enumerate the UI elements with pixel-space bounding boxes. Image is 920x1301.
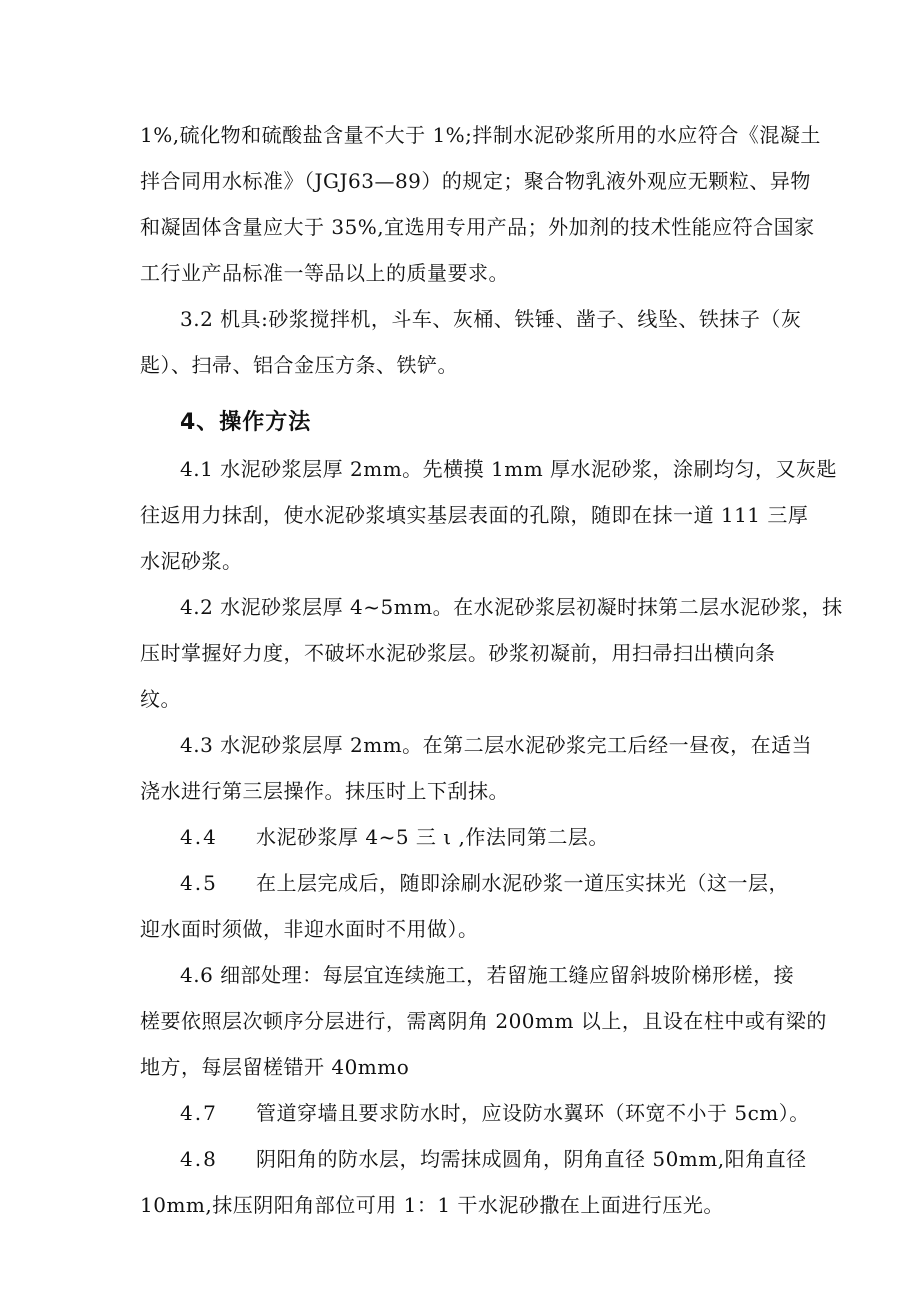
section-heading-4: 4、操作方法 <box>180 410 312 435</box>
section-4-6-line-2: 槎要依照层次顿序分层进行，需离阴角 200mm 以上，且设在柱中或有梁的 <box>140 1009 827 1033</box>
intro-line-1: 1%,硫化物和硫酸盐含量不大于 1%;拌制水泥砂浆所用的水应符合《混凝土 <box>140 123 821 147</box>
section-4-1-line-2: 往返用力抹刮，使水泥砂浆填实基层表面的孔隙，随即在抹一道 111 三厚 <box>140 503 809 527</box>
section-4-8-line-2: 10mm,抹压阴阳角部位可用 1：1 干水泥砂撒在上面进行压光。 <box>140 1193 724 1217</box>
section-3-2-line-2: 匙）、扫帚、铝合金压方条、铁铲。 <box>140 353 458 377</box>
intro-line-2: 拌合同用水标准》（JGJ63—89）的规定；聚合物乳液外观应无颗粒、异物 <box>140 169 811 193</box>
section-4-1-line-3: 水泥砂浆。 <box>140 549 243 573</box>
section-3-2-line-1: 3.2 机具:砂浆搅拌机，斗车、灰桶、铁锤、凿子、线坠、铁抹子（灰 <box>180 307 802 331</box>
section-4-8-number: 4.8 <box>180 1147 218 1171</box>
section-4-6-line-3: 地方，每层留槎错开 40mmo <box>140 1055 410 1079</box>
section-4-1-line-1: 4.1 水泥砂浆层厚 2mm。先横摸 1mm 厚水泥砂浆，涂刷均匀，又灰匙 <box>180 457 838 481</box>
section-4-4-text: 水泥砂浆厚 4~5 三 ι ,作法同第二层。 <box>256 825 609 849</box>
section-4-7 <box>180 1090 810 1136</box>
intro-line-3: 和凝固体含量应大于 35%,宜选用专用产品；外加剂的技术性能应符合国家 <box>140 215 815 239</box>
section-4-3-line-2: 浇水进行第三层操作。抹压时上下刮抹。 <box>140 779 509 803</box>
section-4-5-number: 4.5 <box>180 871 218 895</box>
section-4-4 <box>180 814 780 860</box>
section-4-8-text: 阴阳角的防水层，均需抹成圆角，阴角直径 50mm,阳角直径 <box>256 1147 807 1171</box>
section-4-5-line-2: 迎水面时须做，非迎水面时不用做）。 <box>140 917 479 941</box>
section-4-5 <box>180 860 789 906</box>
section-4-2-line-2: 压时掌握好力度，不破坏水泥砂浆层。砂浆初凝前，用扫帚扫出横向条 <box>140 641 776 665</box>
section-4-8 <box>180 1136 807 1182</box>
section-4-4-number: 4.4 <box>180 825 218 849</box>
section-4-7-text: 管道穿墙且要求防水时，应设防水翼环（环宽不小于 5cm）。 <box>256 1101 810 1125</box>
section-4-2-line-1: 4.2 水泥砂浆层厚 4~5mm。在水泥砂浆层初凝时抹第二层水泥砂浆，抹 <box>180 595 843 619</box>
section-4-5-text: 在上层完成后，随即涂刷水泥砂浆一道压实抹光（这一层， <box>256 871 789 895</box>
section-4-7-number: 4.7 <box>180 1101 218 1125</box>
section-4-6-line-1: 4.6 细部处理：每层宜连续施工，若留施工缝应留斜坡阶梯形槎，接 <box>180 963 795 987</box>
section-4-2-line-3: 纹。 <box>140 687 181 711</box>
section-4-3-line-1: 4.3 水泥砂浆层厚 2mm。在第二层水泥砂浆完工后经一昼夜，在适当 <box>180 733 813 757</box>
intro-line-4: 工行业产品标准一等品以上的质量要求。 <box>140 261 509 285</box>
